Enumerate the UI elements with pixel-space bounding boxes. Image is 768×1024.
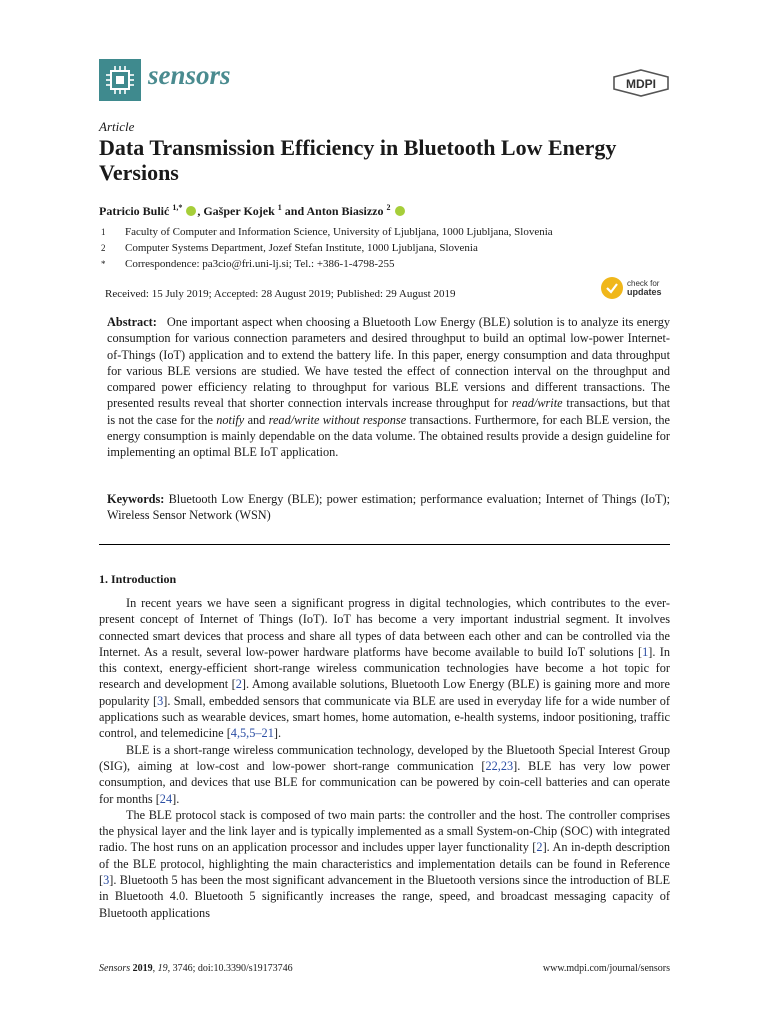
affiliation-text: Computer Systems Department, Jozef Stefan Institute, 1000 Ljubljana, Slovenia	[125, 242, 478, 254]
citation-link[interactable]: 2	[536, 840, 543, 855]
publication-dates: Received: 15 July 2019; Accepted: 28 August 2019; Published: 29 August 2019	[105, 288, 456, 300]
affiliation-mark: 1	[101, 227, 106, 237]
check-updates-line1: check for	[627, 279, 660, 288]
mdpi-logo	[611, 69, 671, 102]
affiliation-item	[101, 224, 553, 240]
article-type: Article	[99, 119, 135, 134]
abstract-text: transactions. Furthermore, for each BLE version, the energy consumption is mainly dependable on the data volume. The obtained results provide a design guideline for implementing an optimal BLE IoT application.	[107, 412, 670, 460]
paragraph	[99, 595, 670, 742]
abstract-text: One important aspect when choosing a Bluetooth Low Energy (BLE) solution is to analyze its energy consumption for various connection parameters and desired throughput to build an optimal low-power Internet-of-Things (IoT) application and to extend the battery life. In this paper, energy consumption and data throughput for various BLE versions are studied. We have tested the effect of connection interval on the throughput and compared power efficiency relating to throughput for various BLE versions and different transactions. The presented results reveal that shorter connection intervals increase throughput for	[107, 315, 670, 411]
section-heading: 1. Introduction	[99, 572, 177, 586]
citation-link[interactable]: 4,5,5–21	[230, 726, 274, 741]
abstract-text: and	[247, 412, 266, 427]
check-updates-icon	[601, 277, 623, 299]
author-name: Patricio Bulić	[99, 204, 170, 218]
text-run: ].	[273, 726, 282, 741]
affiliation-mark: 2	[101, 243, 106, 253]
check-for-updates-badge[interactable]	[601, 277, 662, 299]
citation-link[interactable]: 22,23	[485, 758, 514, 773]
abstract-emphasis: read/write	[511, 396, 563, 411]
text-run: The BLE protocol stack is composed of two main parts: the controller and the host. The controller comprises the physical layer and the link layer and is typically implemented as a small System-on-Chip (SOC) with integrated radio. The host runs on an application processor and includes upper layer functionality [	[99, 807, 670, 855]
paragraph	[99, 807, 670, 921]
text-run: BLE is a short-range wireless communication technology, developed by the Bluetooth Special Interest Group (SIG), aiming at low-cost and low-power short-range communication [	[99, 742, 670, 773]
text-run: ].	[172, 791, 180, 806]
author-affiliation-mark: 2	[386, 203, 391, 212]
text-run: ]. In this context, energy-efficient short-range wireless communication technologies have become a hot topic for research and development [	[99, 644, 670, 692]
abstract-label: Abstract:	[107, 315, 157, 329]
footer-journal: Sensors	[99, 963, 131, 974]
mdpi-logo-icon	[611, 69, 671, 97]
paper-title: Data Transmission Efficiency in Bluetooth Low Energy Versions	[99, 135, 617, 185]
footer-separator: ,	[152, 963, 158, 974]
citation-link[interactable]: 3	[157, 693, 164, 708]
abstract-emphasis: read/write without response	[268, 412, 407, 427]
introduction-body	[99, 595, 670, 921]
citation-link[interactable]: 2	[235, 677, 242, 692]
journal-name: sensors	[148, 60, 231, 90]
paragraph	[99, 742, 670, 807]
abstract-text: transactions, but that is not the case for the	[107, 396, 670, 427]
citation-link[interactable]: 1	[642, 644, 649, 659]
check-updates-line2: updates	[627, 287, 662, 297]
text-run: ]. BLE has very low power consumption, and devices that use BLE for communication can be powered by coin-cell batteries and can operate for months [	[99, 758, 670, 806]
author-name: Anton Biasizzo	[306, 204, 384, 218]
abstract	[107, 314, 670, 461]
abstract-emphasis: notify	[216, 412, 245, 427]
mdpi-logo-text: MDPI	[626, 77, 656, 91]
footer-volume: 19	[157, 963, 168, 974]
affiliation-text: Faculty of Computer and Information Science, University of Ljubljana, 1000 Ljubljana, Slovenia	[125, 226, 553, 238]
affiliations	[101, 224, 553, 272]
correspondence	[101, 256, 553, 272]
affiliation-mark: *	[101, 259, 106, 269]
text-run: ]. Bluetooth 5 has been the most significant advancement in the Bluetooth versions since the introduction of BLE in Bluetooth 4.0. Bluetooth 5 significantly increases the range, speed, and broadcast messaging capacity of Bluetooth applications	[99, 873, 670, 920]
journal-logo-icon	[99, 59, 141, 101]
author-name: Gašper Kojek	[203, 204, 275, 218]
check-updates-label	[627, 279, 662, 297]
author-affiliation-mark: 1	[277, 203, 282, 212]
orcid-icon[interactable]	[395, 206, 405, 216]
text-run: ]. Among available solutions, Bluetooth Low Energy (BLE) is gaining more and more popularity [	[99, 677, 670, 708]
footer-year: 2019	[132, 963, 153, 974]
footer-doi: , 3746; doi:10.3390/s19173746	[167, 963, 293, 974]
author-list: Patricio Bulić $^{1,*}$ , Gašper Kojek $^1$ and Anton Biasizzo $^2$	[99, 203, 406, 219]
author-conjunction: and	[284, 204, 305, 218]
keywords-text: Bluetooth Low Energy (BLE); power estimation; performance evaluation; Internet of Things (IoT); Wireless Sensor Network (WSN)	[107, 492, 670, 523]
text-run: ]. An in-depth description of the BLE protocol, highlighting the main characteristics and implementation details can be found in Reference [	[99, 840, 670, 888]
section-divider	[99, 544, 670, 545]
citation-link[interactable]: 24	[159, 791, 173, 806]
footer-url[interactable]: www.mdpi.com/journal/sensors	[542, 963, 670, 974]
text-run: ]. Small, embedded sensors that communicate via BLE are used in everyday life for a wide number of applications such as wearable devices, smart homes, home automation, e-health systems, indoor positioning, traffic control, and telemedicine [	[99, 693, 670, 741]
citation-link[interactable]: 3	[103, 873, 110, 888]
correspondence-text: Correspondence: pa3cio@fri.uni-lj.si; Tel.: +386-1-4798-255	[125, 258, 395, 270]
keywords-label: Keywords:	[107, 492, 165, 506]
author-affiliation-mark: 1,*	[172, 203, 183, 212]
keywords	[107, 491, 670, 524]
orcid-icon[interactable]	[186, 206, 196, 216]
affiliation-item	[101, 240, 553, 256]
text-run: In recent years we have seen a significant progress in digital technologies, which contributes to the ever-present concept of Internet of Things (IoT). IoT has become a very important industrial segment. It involves connected smart devices that process and share all types of data between each other and can be controlled via the Internet. As a result, several low-power hardware platforms have become available to build IoT solutions [	[99, 596, 670, 659]
footer-citation	[99, 963, 293, 974]
